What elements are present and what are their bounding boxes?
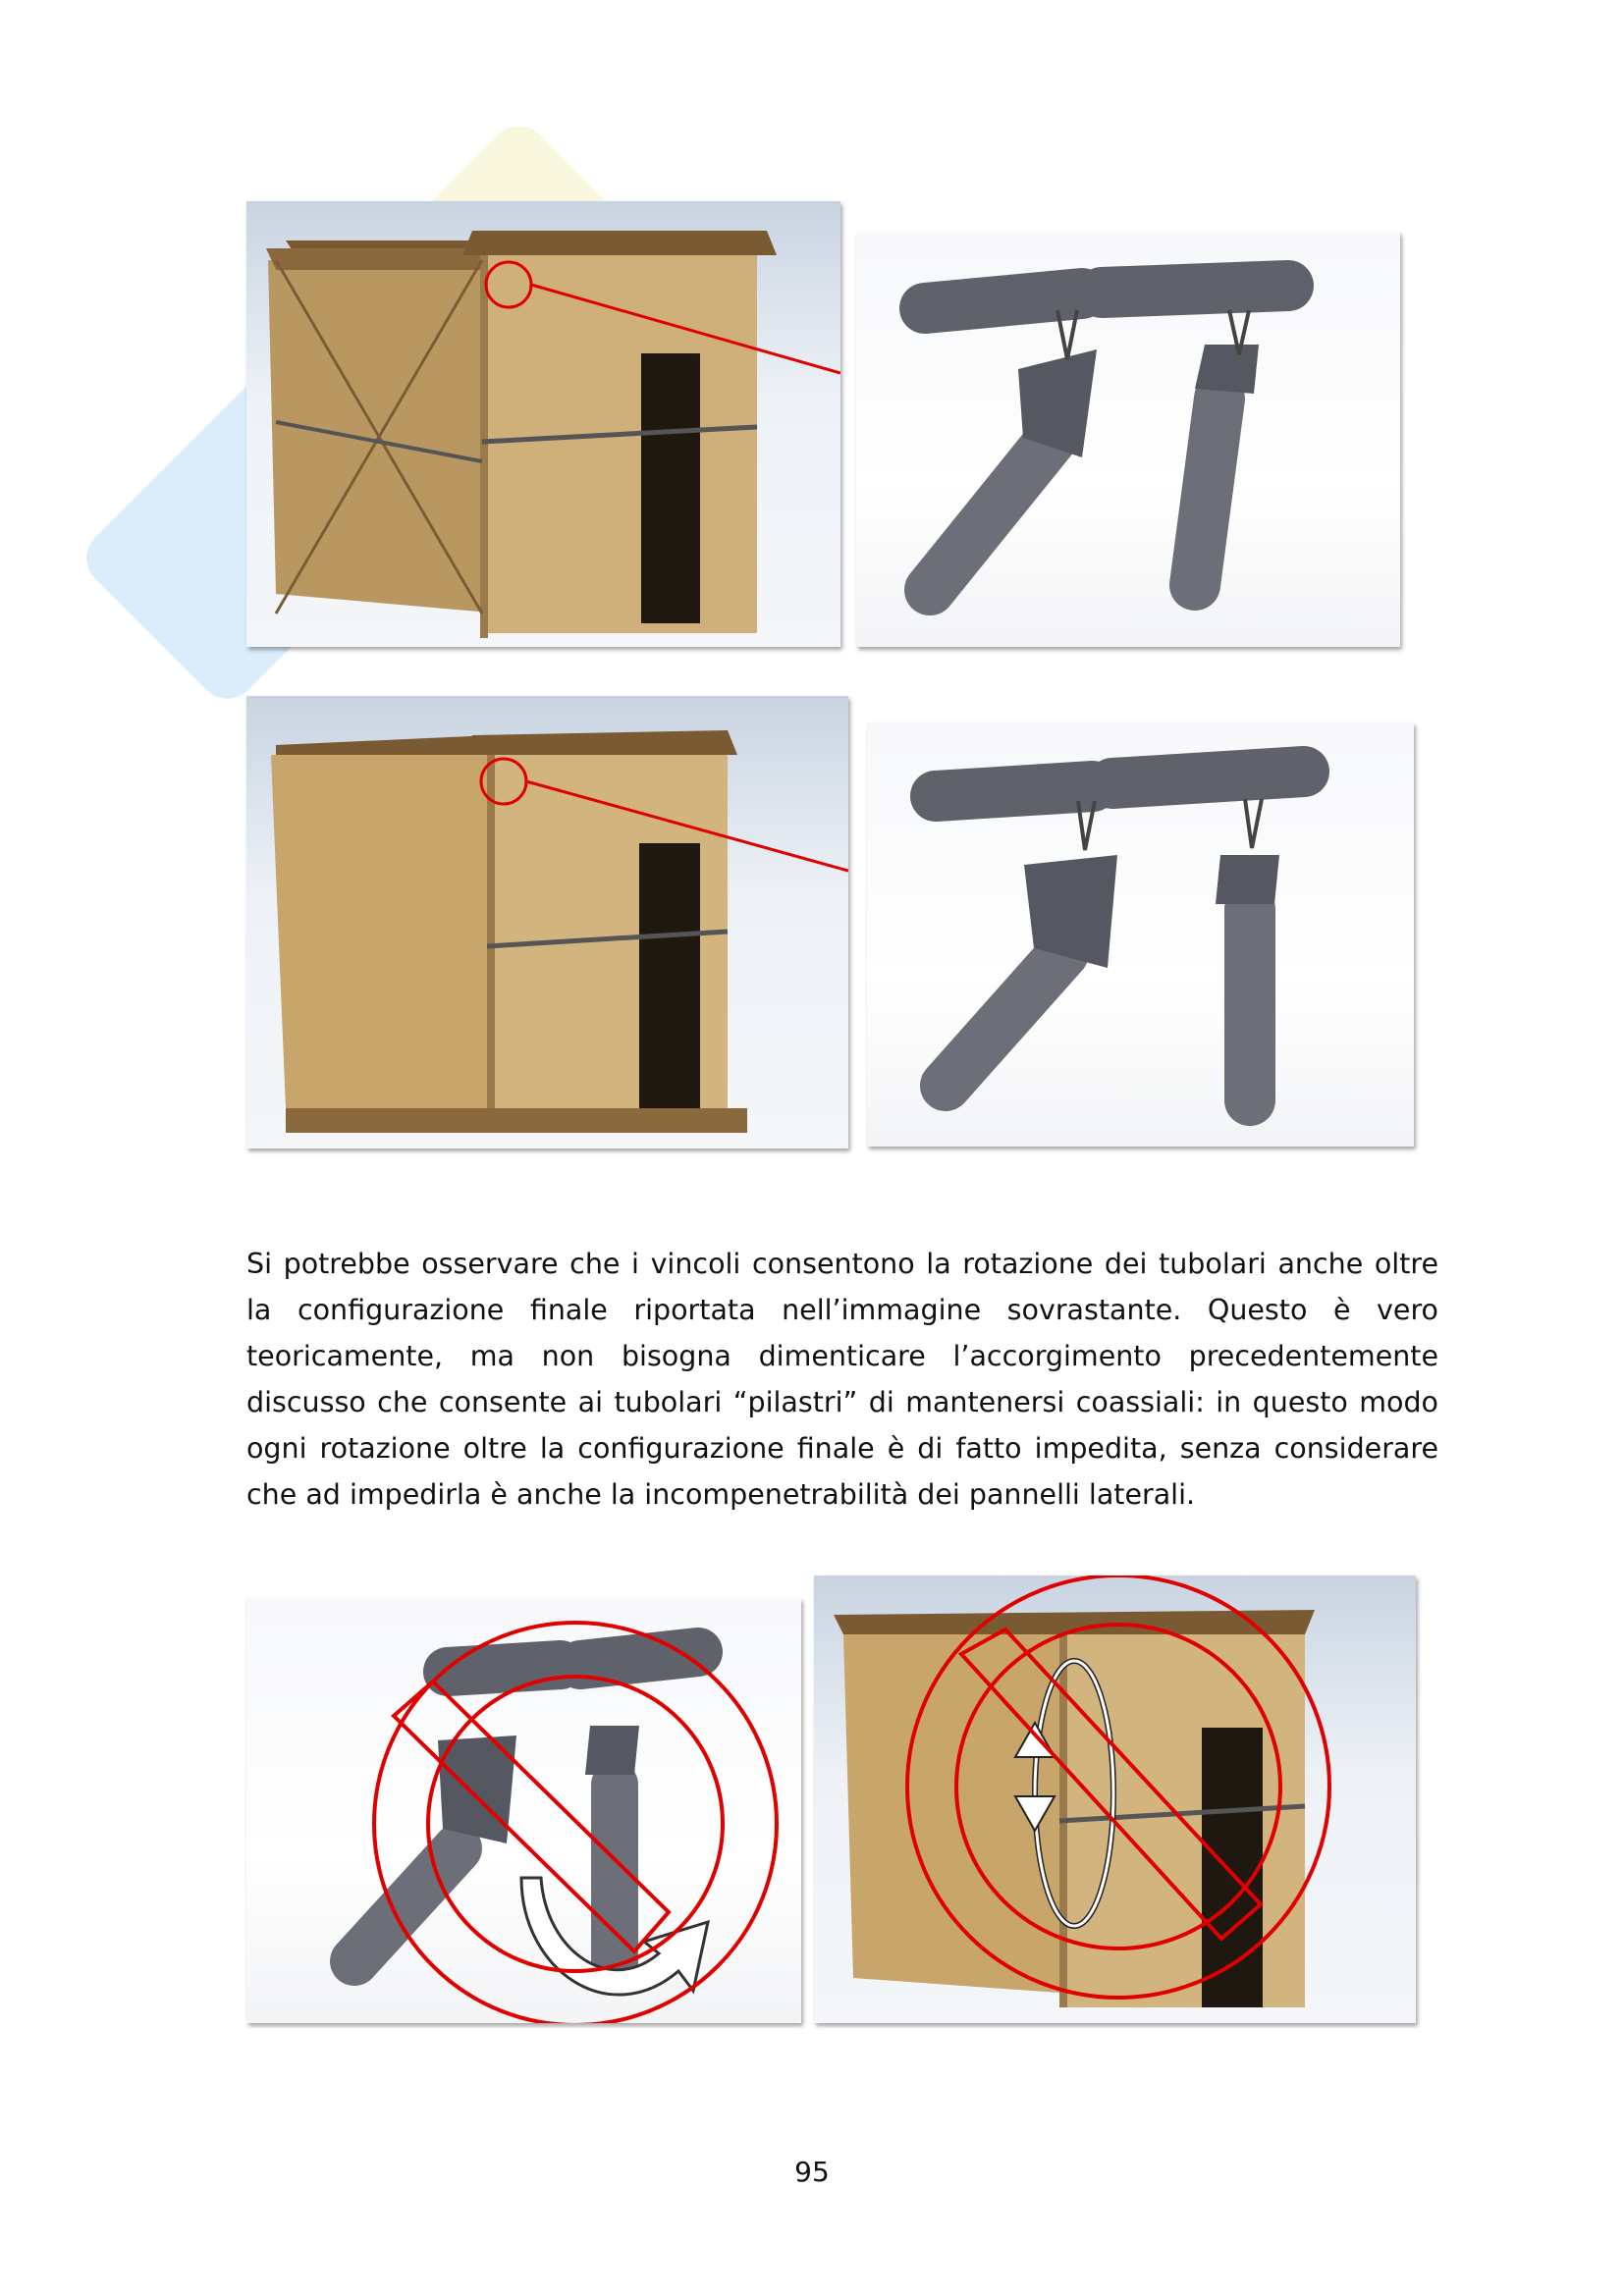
figure-box-top-detail bbox=[246, 201, 840, 647]
figure-joint-final bbox=[867, 722, 1414, 1147]
figure-box-forbidden bbox=[814, 1575, 1416, 2023]
joint-clip-right bbox=[1245, 799, 1262, 848]
figure-joint-rotated bbox=[856, 232, 1400, 647]
figure-joint-forbidden bbox=[246, 1598, 801, 2023]
figure-box-assembled bbox=[246, 696, 848, 1148]
page-number: 95 bbox=[794, 2156, 830, 2188]
body-paragraph: Si potrebbe osservare che i vincoli consentono la rotazione dei tubolari anche oltre la configurazione finale riportata nell’immagine sovrastante. Questo è vero teoricamente, ma non bisogna dimenticare l’accorgimento precedentemente discusso che consente ai tubolari “pilastri” di mantenersi coassiali: in questo modo ogni rotazione oltre la configurazione finale è di fatto impedita, senza considerare che ad impedirla è anche la incompenetrabilità dei pannelli laterali. bbox=[246, 1248, 1438, 1511]
